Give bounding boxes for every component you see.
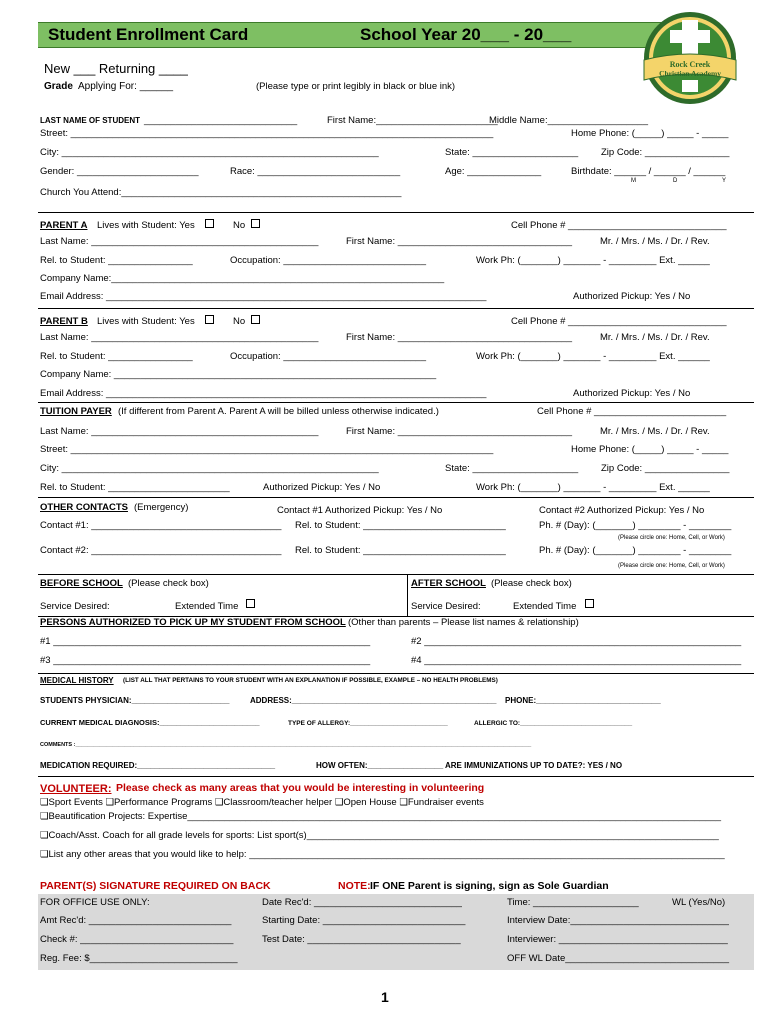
contact-1-phone-field[interactable]: Ph. # (Day): (_______) ________ - ________ <box>539 520 732 531</box>
tuition-last-field[interactable]: Last Name: ___________________________________________ <box>40 426 319 437</box>
parent-a-cell-field[interactable]: Cell Phone # ______________________________ <box>511 220 727 231</box>
parent-b-lives-label: Lives with Student: Yes <box>97 316 195 327</box>
tuition-state-field[interactable]: State: ____________________ <box>445 463 579 474</box>
form-title: Student Enrollment Card <box>48 25 249 44</box>
tuition-pickup[interactable]: Authorized Pickup: Yes / No <box>263 482 381 493</box>
tuition-first-field[interactable]: First Name: _________________________________ <box>346 426 573 437</box>
parent-a-lives-label: Lives with Student: Yes <box>97 220 195 231</box>
allergic-to-field[interactable]: ALLERGIC TO:_______________________________ <box>474 720 633 727</box>
physician-phone-field[interactable]: PHONE:____________________________ <box>505 696 661 705</box>
contact-1-pickup[interactable]: Contact #1 Authorized Pickup: Yes / No <box>277 505 443 516</box>
tuition-note: (If different from Parent A. Parent A will be billed unless otherwise indicated.) <box>118 406 439 417</box>
parent-b-first-field[interactable]: First Name: _________________________________ <box>346 332 573 343</box>
student-state-field[interactable]: State: ____________________ <box>445 147 579 158</box>
parent-a-rel-field[interactable]: Rel. to Student: ________________ <box>40 255 193 266</box>
office-interview-date[interactable]: Interview Date:______________________________ <box>507 915 729 926</box>
allergy-type-field[interactable]: TYPE OF ALLERGY:___________________________ <box>288 720 448 727</box>
other-contacts-title: OTHER CONTACTS <box>40 502 128 513</box>
divider <box>38 402 754 403</box>
divider <box>38 673 754 674</box>
office-reg-fee[interactable]: Reg. Fee: $____________________________ <box>40 953 238 964</box>
parent-a-company-field[interactable]: Company Name:_______________________________________________________________ <box>40 273 445 284</box>
instructions: (Please type or print legibly in black or blue ink) <box>256 81 456 92</box>
signature-required: PARENT(S) SIGNATURE REQUIRED ON BACK <box>40 880 271 892</box>
authorized-4-field[interactable]: #4 ____________________________________________________________ <box>411 655 742 666</box>
new-returning: New ___ Returning ____ <box>44 61 188 76</box>
immunizations-field[interactable]: ARE IMMUNIZATIONS UP TO DATE?: YES / NO <box>445 761 623 770</box>
before-service-label: Service Desired: <box>40 601 110 612</box>
parent-a-work-field[interactable]: Work Ph: (_______) _______ - _________ Ext. ______ <box>476 255 710 266</box>
tuition-home-phone-field[interactable]: Home Phone: (_____) _____ - _____ <box>571 444 729 455</box>
office-starting-date[interactable]: Starting Date: ___________________________ <box>262 915 466 926</box>
office-check-number[interactable]: Check #: _____________________________ <box>40 934 234 945</box>
parent-a-last-field[interactable]: Last Name: ___________________________________________ <box>40 236 319 247</box>
contact-2-rel-field[interactable]: Rel. to Student: ___________________________ <box>295 545 506 556</box>
grade-label: Grade <box>44 81 73 92</box>
church-field[interactable]: Church You Attend:_____________________________________________________ <box>40 187 402 198</box>
authorized-note: (Other than parents – Please list names & relationship) <box>348 617 579 628</box>
student-city-field[interactable]: City: ____________________________________________________________ <box>40 147 379 158</box>
parent-b-rel-field[interactable]: Rel. to Student: ________________ <box>40 351 193 362</box>
after-extended-label: Extended Time <box>513 601 577 612</box>
care-divider <box>407 574 408 616</box>
parent-a-title: PARENT A <box>40 220 88 231</box>
logo-text-1: Rock Creek <box>669 60 711 69</box>
student-age-field[interactable]: Age: ______________ <box>445 166 542 177</box>
tuition-street-field[interactable]: Street: ________________________________________________________________________________ <box>40 444 494 455</box>
page-number: 1 <box>381 989 389 1005</box>
tuition-cell-field[interactable]: Cell Phone # _________________________ <box>537 406 727 417</box>
tuition-zip-field[interactable]: Zip Code: ________________ <box>601 463 730 474</box>
tuition-title: TUITION PAYER <box>40 406 112 417</box>
comments-field[interactable]: COMMENTS :_____________________________________________________________________________________________________________________________________________________ <box>40 742 532 748</box>
diagnosis-field[interactable]: CURRENT MEDICAL DIAGNOSIS:________________________ <box>40 718 260 727</box>
parent-b-occupation-field[interactable]: Occupation: ___________________________ <box>230 351 426 362</box>
medical-title: MEDICAL HISTORY <box>40 676 114 685</box>
physician-address-field[interactable]: ADDRESS:______________________________________________ <box>250 696 497 705</box>
volunteer-row-3[interactable]: ❑Coach/Asst. Coach for all grade levels for sports: List sport(s)______________________________________________________________________________ <box>40 830 719 841</box>
before-school-title: BEFORE SCHOOL <box>40 578 123 589</box>
parent-b-title: PARENT B <box>40 316 88 327</box>
student-street-field[interactable]: Street: ________________________________________________________________________________ <box>40 128 494 139</box>
parent-b-title-select[interactable]: Mr. / Mrs. / Ms. / Dr. / Rev. <box>600 332 710 343</box>
medication-field[interactable]: MEDICATION REQUIRED:_______________________________ <box>40 761 276 770</box>
parent-b-lives-no-checkbox[interactable] <box>251 315 260 324</box>
contact-2-field[interactable]: Contact #2: ____________________________________ <box>40 545 282 556</box>
divider <box>38 497 754 498</box>
how-often-field[interactable]: HOW OFTEN:_________________ <box>316 761 444 770</box>
student-last-name-label: LAST NAME OF STUDENT <box>40 116 140 125</box>
office-test-date[interactable]: Test Date: _____________________________ <box>262 934 461 945</box>
parent-b-work-field[interactable]: Work Ph: (_______) _______ - _________ Ext. ______ <box>476 351 710 362</box>
tuition-title-select[interactable]: Mr. / Mrs. / Ms. / Dr. / Rev. <box>600 426 710 437</box>
contact-2-pickup[interactable]: Contact #2 Authorized Pickup: Yes / No <box>539 505 705 516</box>
volunteer-row-2[interactable]: ❑Beautification Projects: Expertise_____________________________________________________________________________________________________ <box>40 811 722 822</box>
contact-1-field[interactable]: Contact #1: ____________________________________ <box>40 520 282 531</box>
contact-2-phone-field[interactable]: Ph. # (Day): (_______) ________ - ________ <box>539 545 732 556</box>
birthdate-year-hint: Y <box>722 178 727 184</box>
volunteer-title: VOLUNTEER: <box>40 783 112 795</box>
school-year: School Year 20___ - 20___ <box>360 25 572 44</box>
office-use-label: FOR OFFICE USE ONLY: <box>40 897 150 908</box>
parent-b-pickup[interactable]: Authorized Pickup: Yes / No <box>573 388 691 399</box>
student-race-field[interactable]: Race: ___________________________ <box>230 166 401 177</box>
volunteer-row-1[interactable]: ❑Sport Events ❑Performance Programs ❑Classroom/teacher helper ❑Open House ❑Fundraiser events <box>40 797 484 808</box>
parent-a-title-select[interactable]: Mr. / Mrs. / Ms. / Dr. / Rev. <box>600 236 710 247</box>
after-service-label: Service Desired: <box>411 601 481 612</box>
parent-b-cell-field[interactable]: Cell Phone # ______________________________ <box>511 316 727 327</box>
divider <box>38 776 754 777</box>
student-last-name-field[interactable]: _____________________________ <box>144 115 298 126</box>
authorized-1-field[interactable]: #1 ____________________________________________________________ <box>40 636 371 647</box>
student-zip-field[interactable]: Zip Code: ________________ <box>601 147 730 158</box>
student-first-name-field[interactable]: First Name:_______________________ <box>327 115 498 126</box>
parent-b-last-field[interactable]: Last Name: ___________________________________________ <box>40 332 319 343</box>
contact-2-circle-note: (Please circle one: Home, Cell, or Work) <box>618 563 725 569</box>
parent-b-email-field[interactable]: Email Address: ________________________________________________________________________ <box>40 388 487 399</box>
parent-b-company-field[interactable]: Company Name: _____________________________________________________________ <box>40 369 437 380</box>
student-middle-name-field[interactable]: Middle Name:___________________ <box>489 115 648 126</box>
other-contacts-emergency: (Emergency) <box>134 502 189 513</box>
before-extended-label: Extended Time <box>175 601 239 612</box>
office-off-wl-date[interactable]: OFF WL Date_______________________________ <box>507 953 730 964</box>
medical-note: (LIST ALL THAT PERTAINS TO YOUR STUDENT WITH AN EXPLANATION IF POSSIBLE, EXAMPLE – NO HEALTH PROBLEMS) <box>123 677 498 684</box>
after-school-note: (Please check box) <box>491 578 572 589</box>
parent-a-occupation-field[interactable]: Occupation: ___________________________ <box>230 255 426 266</box>
office-time[interactable]: Time: ____________________ <box>507 897 639 908</box>
after-school-title: AFTER SCHOOL <box>411 578 486 589</box>
authorized-title: PERSONS AUTHORIZED TO PICK UP MY STUDENT FROM SCHOOL <box>40 617 346 628</box>
divider <box>38 308 754 309</box>
after-extended-checkbox[interactable] <box>585 599 594 608</box>
office-amt-recd[interactable]: Amt Rec'd: ___________________________ <box>40 915 232 926</box>
birthdate-day-hint: D <box>673 178 678 184</box>
volunteer-prompt: Please check as many areas that you would be interesting in volunteering <box>116 782 485 794</box>
contact-1-circle-note: (Please circle one: Home, Cell, or Work) <box>618 535 725 541</box>
student-birthdate-field[interactable]: Birthdate: ______ / ______ / ______ <box>571 166 726 177</box>
authorized-3-field[interactable]: #3 ____________________________________________________________ <box>40 655 371 666</box>
parent-a-email-field[interactable]: Email Address: ________________________________________________________________________ <box>40 291 487 302</box>
office-date-recd[interactable]: Date Rec'd: ____________________________ <box>262 897 462 908</box>
authorized-2-field[interactable]: #2 ____________________________________________________________ <box>411 636 742 647</box>
office-wl[interactable]: WL (Yes/No) <box>672 897 726 908</box>
physician-field[interactable]: STUDENTS PHYSICIAN:______________________ <box>40 696 230 705</box>
divider <box>38 212 754 213</box>
school-logo <box>642 10 738 106</box>
contact-1-rel-field[interactable]: Rel. to Student: ___________________________ <box>295 520 506 531</box>
tuition-rel-field[interactable]: Rel. to Student: _______________________ <box>40 482 230 493</box>
tuition-city-field[interactable]: City: ____________________________________________________________ <box>40 463 379 474</box>
parent-a-lives-no-checkbox[interactable] <box>251 219 260 228</box>
signature-note-label: NOTE: <box>338 880 371 892</box>
divider <box>38 574 754 575</box>
before-extended-checkbox[interactable] <box>246 599 255 608</box>
birthdate-month-hint: M <box>631 178 636 184</box>
parent-a-no-label: No <box>233 220 246 231</box>
logo-text-2: Christian Academy <box>659 69 721 78</box>
volunteer-row-4[interactable]: ❑List any other areas that you would like to help: __________________________________________________________________________________________ <box>40 849 725 860</box>
parent-b-lives-yes-checkbox[interactable] <box>205 315 214 324</box>
tuition-work-field[interactable]: Work Ph: (_______) _______ - _________ Ext. ______ <box>476 482 710 493</box>
parent-a-first-field[interactable]: First Name: _________________________________ <box>346 236 573 247</box>
parent-a-lives-yes-checkbox[interactable] <box>205 219 214 228</box>
office-interviewer[interactable]: Interviewer: ________________________________ <box>507 934 728 945</box>
parent-b-no-label: No <box>233 316 246 327</box>
before-school-note: (Please check box) <box>128 578 209 589</box>
student-gender-field[interactable]: Gender: _______________________ <box>40 166 199 177</box>
grade-applying: Applying For: ______ <box>78 81 174 92</box>
student-home-phone-field[interactable]: Home Phone: (_____) _____ - _____ <box>571 128 729 139</box>
signature-note-text: IF ONE Parent is signing, sign as Sole Guardian <box>370 880 609 892</box>
parent-a-pickup[interactable]: Authorized Pickup: Yes / No <box>573 291 691 302</box>
